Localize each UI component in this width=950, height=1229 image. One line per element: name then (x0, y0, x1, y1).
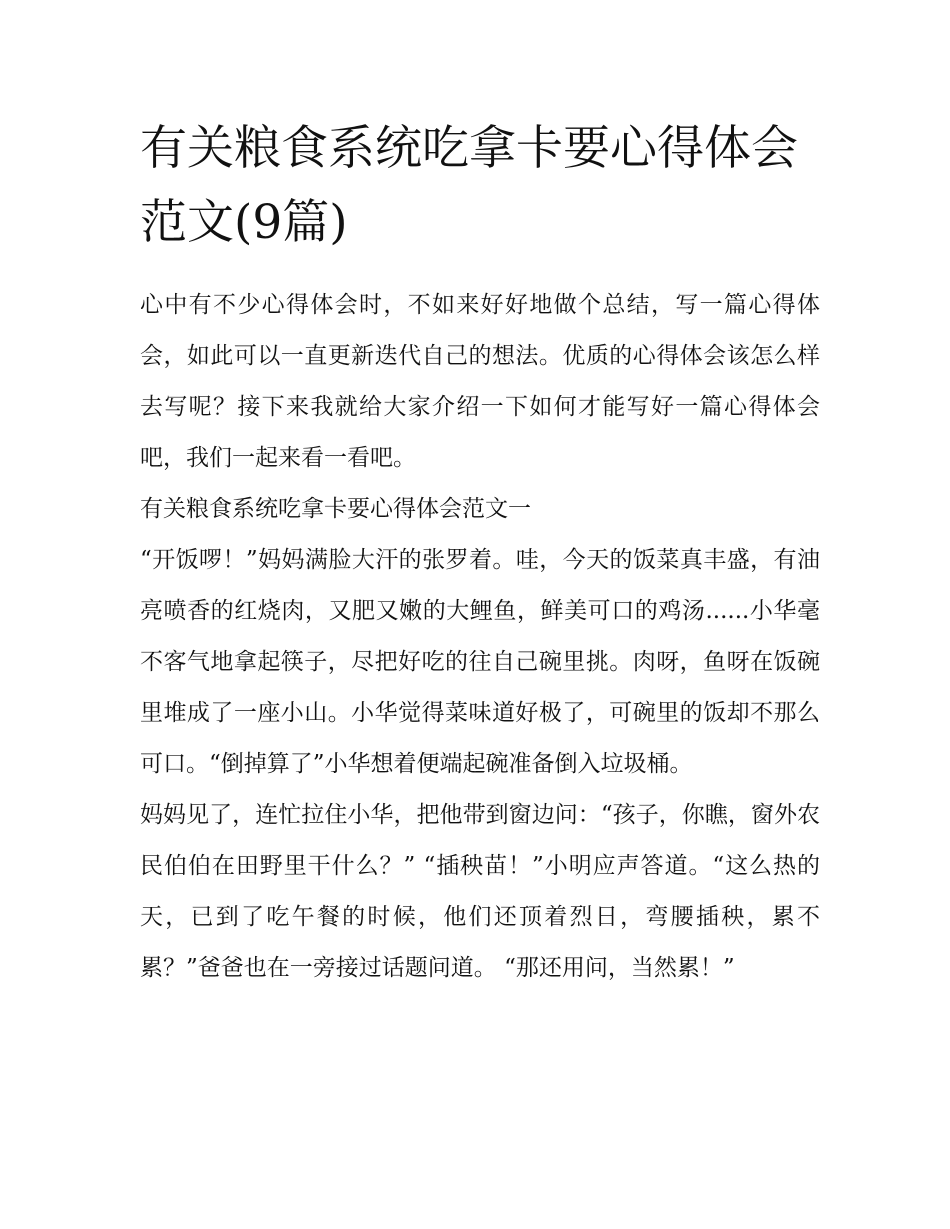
paragraph-intro: 心中有不少心得体会时，不如来好好地做个总结，写一篇心得体会，如此可以一直更新迭代自己的想法。优质的心得体会该怎么样去写呢？接下来我就给大家介绍一下如何才能写好一篇心得体会吧，我们一起来看一看吧。 (140, 292, 820, 471)
document-content (140, 112, 820, 994)
paragraph-story-1: “开饭啰！”妈妈满脸大汗的张罗着。哇，今天的饭菜真丰盛，有油亮喷香的红烧肉，又肥又嫩的大鲤鱼，鲜美可口的鸡汤......小华毫不客气地拿起筷子，尽把好吃的往自己碗里挑。肉呀，鱼呀在饭碗里堆成了一座小山。小华觉得菜味道好极了，可碗里的饭却不那么可口。“倒掉算了”小华想着便端起碗准备倒入垃圾桶。 (140, 547, 820, 777)
document-title: 有关粮食系统吃拿卡要心得体会范文(9篇) (140, 121, 798, 250)
paragraph-story-2: 妈妈见了，连忙拉住小华，把他带到窗边问：“孩子，你瞧，窗外农民伯伯在田野里干什么？” “插秧苗！”小明应声答道。“这么热的天，已到了吃午餐的时候，他们还顶着烈日，弯腰插秧，累不累？”爸爸也在一旁接过话题问道。 “那还用问，当然累！” (140, 802, 820, 981)
paragraph-section-heading: 有关粮食系统吃拿卡要心得体会范文一 (140, 496, 531, 522)
